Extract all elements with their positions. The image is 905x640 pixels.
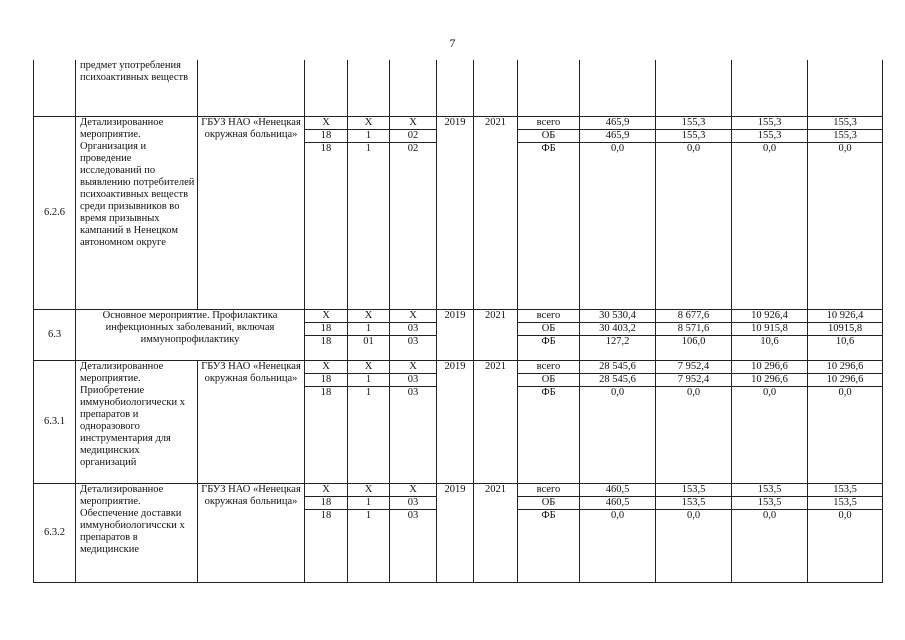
code-a: 18 [305, 130, 348, 143]
amount-year-2: 10 915,8 [732, 323, 808, 336]
code-a: 18 [305, 336, 348, 361]
amount-year-3: 153,5 [808, 497, 883, 510]
amount-year-3: 10,6 [808, 336, 883, 361]
amount-year-3: 155,3 [808, 130, 883, 143]
code-a: 18 [305, 510, 348, 583]
amount-total: 28 545,6 [580, 374, 656, 387]
amount-year-1: 153,5 [656, 497, 732, 510]
code-c: 03 [390, 336, 437, 361]
amount-year-2: 0,0 [732, 510, 808, 583]
executor-cell [198, 60, 305, 117]
amount-total: 460,5 [580, 497, 656, 510]
amount-year-3: 0,0 [808, 143, 883, 310]
year-end: 2021 [474, 310, 518, 361]
amount-year-1: 0,0 [656, 387, 732, 484]
amount-year-3: 0,0 [808, 387, 883, 484]
amount-total: 465,9 [580, 117, 656, 130]
code-a: Х [305, 361, 348, 374]
name-cell: предмет употребления психоактивных веществ [76, 60, 198, 117]
code-b: 1 [348, 130, 390, 143]
code-c: 03 [390, 374, 437, 387]
amount-total: 127,2 [580, 336, 656, 361]
year-start: 2019 [437, 484, 474, 583]
code-c: Х [390, 310, 437, 323]
funding-source: всего [518, 310, 580, 323]
year-end: 2021 [474, 361, 518, 484]
code-c: 03 [390, 510, 437, 583]
amount-year-2: 153,5 [732, 497, 808, 510]
code-b: 1 [348, 497, 390, 510]
table-row [34, 117, 883, 130]
funding-source: ФБ [518, 510, 580, 583]
code-c: 03 [390, 323, 437, 336]
code-b: 1 [348, 510, 390, 583]
amount-year-2: 10,6 [732, 336, 808, 361]
table-row-continuation [34, 60, 883, 117]
measure-name: Детализированное мероприятие. Приобретение иммунобиологически х препаратов и одноразового инструментария для медицинских организаций [76, 361, 198, 484]
amount-year-1: 7 952,4 [656, 374, 732, 387]
code-a: 18 [305, 497, 348, 510]
program-table [33, 60, 883, 583]
amount-year-2: 10 296,6 [732, 361, 808, 374]
code-a: Х [305, 117, 348, 130]
amount-year-3: 153,5 [808, 484, 883, 497]
amount-total: 28 545,6 [580, 361, 656, 374]
code-b: Х [348, 310, 390, 323]
num-cell [34, 60, 76, 117]
amount-year-2: 10 296,6 [732, 374, 808, 387]
code-c: 03 [390, 387, 437, 484]
code-c: Х [390, 361, 437, 374]
code-c: 02 [390, 130, 437, 143]
code-b: Х [348, 117, 390, 130]
amount-year-3: 10 926,4 [808, 310, 883, 323]
amount-year-1: 8 571,6 [656, 323, 732, 336]
funding-source: всего [518, 361, 580, 374]
amount-year-3: 10915,8 [808, 323, 883, 336]
code-b: 01 [348, 336, 390, 361]
amount-total: 30 530,4 [580, 310, 656, 323]
code-c: Х [390, 484, 437, 497]
amount-year-1: 0,0 [656, 510, 732, 583]
executor: ГБУЗ НАО «Ненецкая окружная больница» [198, 361, 305, 484]
code-b: 1 [348, 374, 390, 387]
code-a: 18 [305, 374, 348, 387]
table-row [34, 484, 883, 497]
amount-total: 0,0 [580, 387, 656, 484]
code-a: 18 [305, 143, 348, 310]
code-b: 1 [348, 143, 390, 310]
amount-total: 0,0 [580, 143, 656, 310]
amount-total: 465,9 [580, 130, 656, 143]
amount-total: 460,5 [580, 484, 656, 497]
year-end: 2021 [474, 484, 518, 583]
amount-year-1: 155,3 [656, 130, 732, 143]
amount-year-1: 106,0 [656, 336, 732, 361]
amount-year-3: 10 296,6 [808, 361, 883, 374]
row-number: 6.3.1 [34, 361, 76, 484]
amount-year-1: 155,3 [656, 117, 732, 130]
code-b: 1 [348, 387, 390, 484]
executor: ГБУЗ НАО «Ненецкая окружная больница» [198, 117, 305, 310]
year-start: 2019 [437, 310, 474, 361]
row-number: 6.3.2 [34, 484, 76, 583]
year-start: 2019 [437, 361, 474, 484]
amount-total: 30 403,2 [580, 323, 656, 336]
year-end: 2021 [474, 117, 518, 310]
measure-name: Детализированное мероприятие. Обеспечение доставки иммунобиологичсски х препаратов в медицинские [76, 484, 198, 583]
code-b: Х [348, 361, 390, 374]
amount-year-2: 155,3 [732, 117, 808, 130]
amount-year-2: 0,0 [732, 387, 808, 484]
code-a: 18 [305, 323, 348, 336]
amount-year-1: 8 677,6 [656, 310, 732, 323]
funding-source: ФБ [518, 387, 580, 484]
amount-year-3: 10 296,6 [808, 374, 883, 387]
code-c: Х [390, 117, 437, 130]
amount-year-1: 0,0 [656, 143, 732, 310]
code-b: Х [348, 484, 390, 497]
funding-source: всего [518, 484, 580, 497]
amount-year-2: 153,5 [732, 484, 808, 497]
year-start: 2019 [437, 117, 474, 310]
table-row [34, 310, 883, 323]
funding-source: всего [518, 117, 580, 130]
table-row [34, 361, 883, 374]
funding-source: ОБ [518, 374, 580, 387]
amount-year-2: 10 926,4 [732, 310, 808, 323]
row-number: 6.3 [34, 310, 76, 361]
amount-year-3: 155,3 [808, 117, 883, 130]
row-number: 6.2.6 [34, 117, 76, 310]
measure-name: Основное мероприятие. Профилактика инфекционных заболеваний, включая иммунопрофилактику [76, 310, 305, 361]
funding-source: ФБ [518, 143, 580, 310]
code-a: Х [305, 484, 348, 497]
code-a: Х [305, 310, 348, 323]
amount-total: 0,0 [580, 510, 656, 583]
code-c: 02 [390, 143, 437, 310]
code-a: 18 [305, 387, 348, 484]
amount-year-2: 155,3 [732, 130, 808, 143]
code-b: 1 [348, 323, 390, 336]
funding-source: ФБ [518, 336, 580, 361]
funding-source: ОБ [518, 497, 580, 510]
funding-source: ОБ [518, 323, 580, 336]
amount-year-1: 153,5 [656, 484, 732, 497]
page-number: 7 [449, 36, 456, 50]
code-c: 03 [390, 497, 437, 510]
funding-source: ОБ [518, 130, 580, 143]
executor: ГБУЗ НАО «Ненецкая окружная больница» [198, 484, 305, 583]
amount-year-3: 0,0 [808, 510, 883, 583]
measure-name: Детализированное мероприятие. Организация и проведение исследований по выявлению потребителей психоактивных веществ среди призывников во время призывных кампаний в Ненецком автономном округе [76, 117, 198, 310]
amount-year-1: 7 952,4 [656, 361, 732, 374]
amount-year-2: 0,0 [732, 143, 808, 310]
